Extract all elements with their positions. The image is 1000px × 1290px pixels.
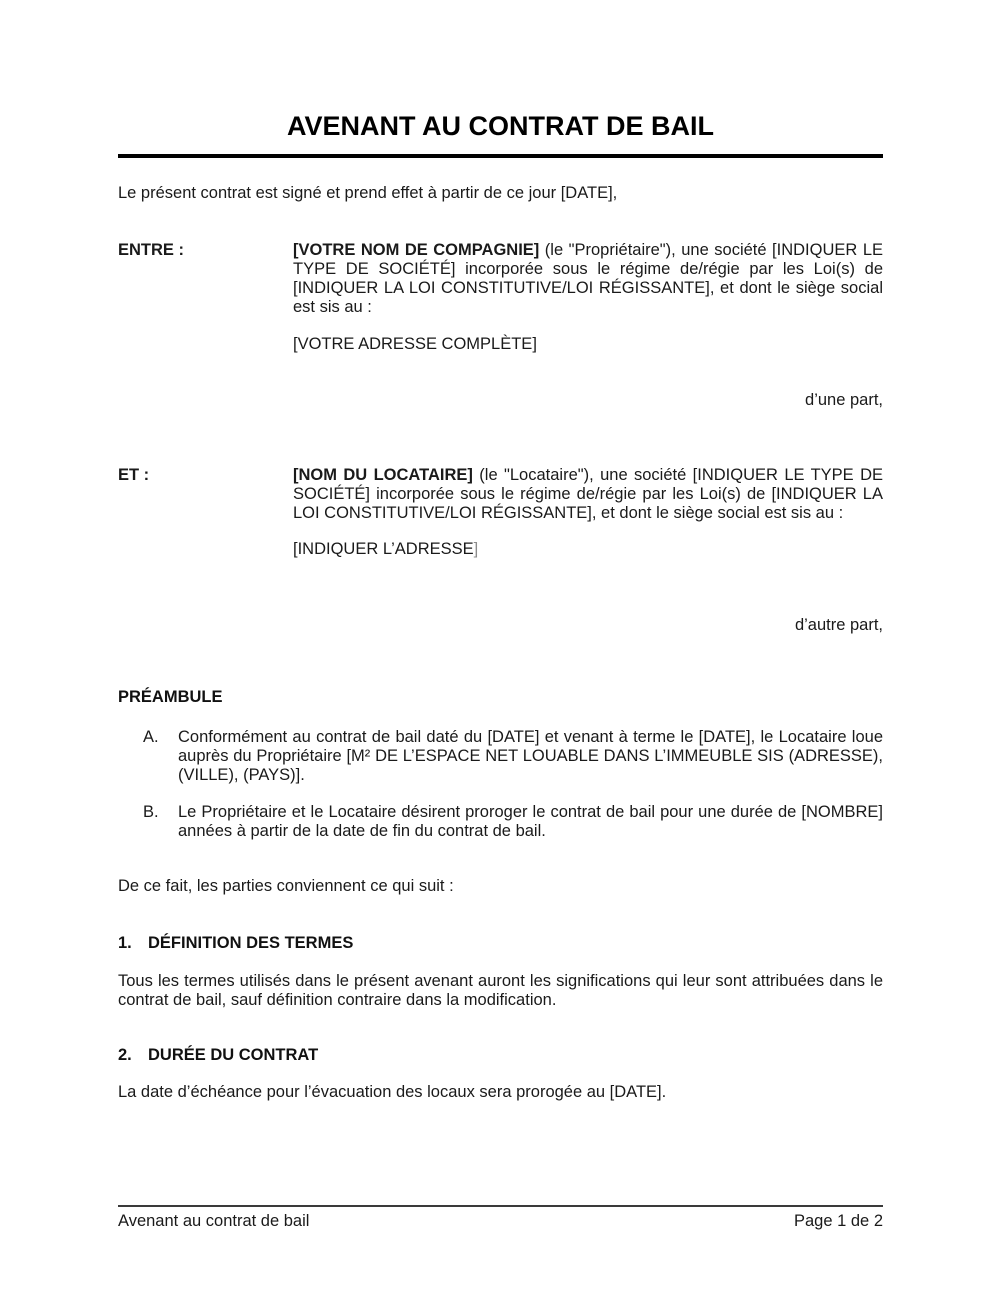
party-entre-body — [293, 241, 883, 317]
preambule-item-b-text: Le Propriétaire et le Locataire désirent proroger le contrat de bail pour une durée de [NOMBRE] années à partir de la date de fin du contrat de bail. — [178, 803, 883, 840]
party-et-name-placeholder: [NOM DU LOCATAIRE] — [293, 466, 473, 484]
section-1-heading — [118, 934, 883, 953]
preambule-item-a-text: Conformément au contrat de bail daté du [DATE] et venant à terme le [DATE], le Locataire loue auprès du Propriétaire [M² DE L’ESPACE NET LOUABLE DANS L’IMMEUBLE SIS (ADRESSE), (VILLE), (PAYS)]. — [178, 728, 883, 784]
transition-paragraph: De ce fait, les parties conviennent ce qui suit : — [118, 877, 454, 895]
preambule-item-b — [118, 803, 883, 841]
party-entre-label: ENTRE : — [118, 241, 184, 259]
party-entre-name-placeholder: [VOTRE NOM DE COMPAGNIE] — [293, 241, 540, 259]
party-et-address-bracket: ] — [473, 540, 479, 558]
dune-part-text: d’une part, — [805, 391, 883, 409]
party-entre-address-text: [VOTRE ADRESSE COMPLÈTE — [293, 335, 533, 353]
party-entre-body-text: (le "Propriétaire"), une société [INDIQUER LE TYPE DE SOCIÉTÉ] incorporée sous le régime de/régie par les Loi(s) de [INDIQUER LA LOI CONSTITUTIVE/LOI RÉGISSANTE], et dont le siège social est sis au : — [293, 241, 883, 316]
party-et-body — [293, 466, 883, 523]
party-et-label: ET : — [118, 466, 150, 484]
preambule-item-a-marker: A. — [143, 728, 159, 746]
section-2-heading — [118, 1046, 883, 1065]
section-2-body: La date d’échéance pour l’évacuation des locaux sera prorogée au [DATE]. — [118, 1083, 667, 1101]
footer-page-number: Page 1 de 2 — [794, 1212, 883, 1230]
title-divider-rule — [118, 154, 883, 158]
page-footer — [118, 1205, 883, 1231]
footer-document-name: Avenant au contrat de bail — [118, 1212, 310, 1230]
document-title: AVENANT AU CONTRAT DE BAIL — [287, 111, 714, 141]
section-1-title: DÉFINITION DES TERMES — [148, 934, 354, 952]
footer-row — [118, 1212, 883, 1231]
party-entre-address-bracket: ] — [532, 335, 537, 353]
dautre-part-text: d’autre part, — [794, 616, 883, 634]
preambule-item-b-marker: B. — [143, 803, 159, 821]
section-1-body: Tous les termes utilisés dans le présent avenant auront les significations qui leur sont attribuées dans le contrat de bail, sauf définition contraire dans la modification. — [118, 972, 883, 1009]
party-entre-content — [293, 241, 883, 354]
intro-paragraph: Le présent contrat est signé et prend effet à partir de ce jour [DATE], — [118, 184, 618, 202]
document-content — [118, 0, 883, 1102]
section-1-number: 1. — [118, 934, 132, 952]
party-et-address-text: [INDIQUER L’ADRESSE — [293, 540, 474, 558]
preambule-item-a — [118, 728, 883, 785]
party-entre-block — [118, 241, 883, 354]
party-et-content — [293, 466, 883, 559]
footer-divider-rule — [118, 1205, 883, 1207]
section-2-title: DURÉE DU CONTRAT — [148, 1046, 319, 1064]
party-et-block — [118, 466, 883, 559]
party-et-body-text: (le "Locataire"), une société [INDIQUER LE TYPE DE SOCIÉTÉ] incorporée sous le régime de/régie par les Loi(s) de [INDIQUER LA LOI CONSTITUTIVE/LOI RÉGISSANTE], et dont le siège social est sis au : — [293, 466, 884, 522]
party-entre-address — [293, 335, 883, 354]
party-et-address — [293, 540, 883, 559]
preambule-heading: PRÉAMBULE — [118, 688, 223, 706]
section-2-number: 2. — [118, 1046, 132, 1064]
